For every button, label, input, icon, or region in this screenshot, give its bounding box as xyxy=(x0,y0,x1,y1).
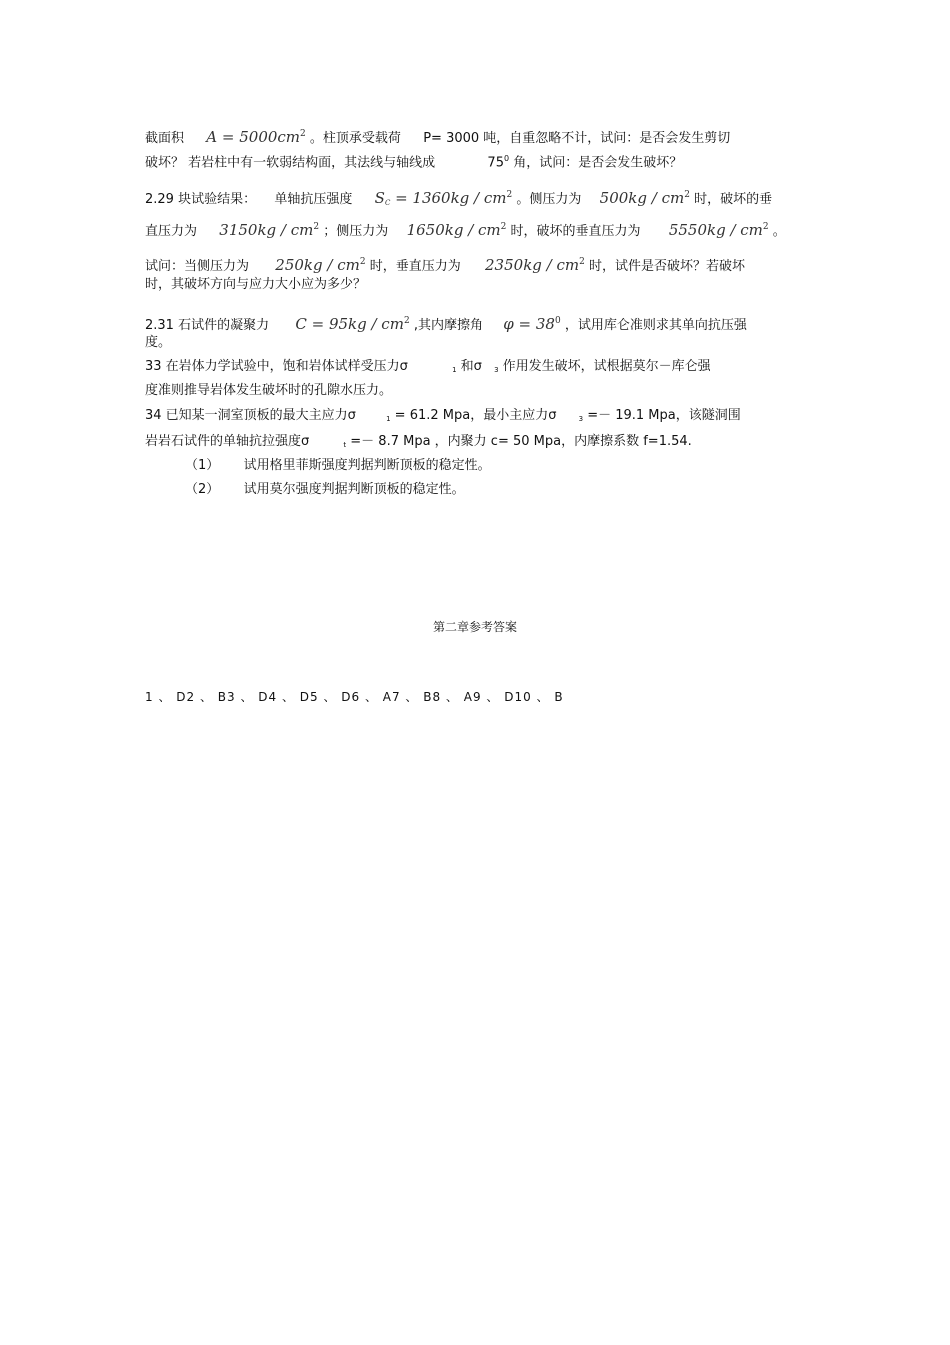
equation-3150: $3150kg / cm^2$ xyxy=(219,221,320,239)
text: 75 xyxy=(487,155,504,171)
text: 试问：当侧压力为 xyxy=(145,259,250,274)
text: 作用发生破坏，试根据莫尔－库仑强 xyxy=(502,359,711,374)
list-number: （2） xyxy=(185,482,220,497)
list-text: 试用格里菲斯强度判据判断顶板的稳定性。 xyxy=(243,458,491,473)
chapter-heading: 第二章参考答案 xyxy=(432,620,517,634)
text: 度准则推导岩体发生破坏时的孔隙水压力。 xyxy=(145,383,393,398)
text: 。柱顶承受载荷 xyxy=(309,131,401,146)
text: 2.31 石试件的凝聚力 xyxy=(145,318,270,333)
text: 和σ xyxy=(460,359,482,374)
equation-friction-angle: $\varphi = 38^0$ xyxy=(503,315,561,333)
p1-line1 xyxy=(145,124,730,149)
text: 破坏？ 若岩柱中有一软弱结构面，其法线与轴线成 xyxy=(145,155,436,171)
text: 度。 xyxy=(145,335,172,350)
text: =－ 19.1 Mpa，该隧洞围 xyxy=(587,408,741,423)
equation-area: $A = 5000cm^2$ xyxy=(206,128,306,146)
p3-line2 xyxy=(145,333,171,353)
equation-cohesion: $C = 95kg / cm^2$ xyxy=(295,315,410,333)
equation-2350: $2350kg / cm^2$ xyxy=(485,256,585,274)
equation-250: $250kg / cm^2$ xyxy=(275,256,366,274)
p2-line3 xyxy=(145,252,745,277)
p4-line2 xyxy=(145,381,392,401)
text: ；侧压力为 xyxy=(323,224,389,239)
list-text: 试用莫尔强度判据判断顶板的稳定性。 xyxy=(243,482,465,497)
text: ,其内摩擦角 xyxy=(413,318,483,333)
text: 时，垂直压力为 xyxy=(369,259,461,274)
p5-item2 xyxy=(185,480,465,500)
p5-line1: 34 已知某一洞室顶板的最大主应力σ $_1$ = 61.2 Mpa，最小主应力σ $_3$ =－ 19.1 Mpa，该隧洞围 xyxy=(145,408,741,423)
equation-500: $500kg / cm^2$ xyxy=(599,189,690,207)
text: 角，试问：是否会发生破坏？ xyxy=(513,155,683,171)
equation-1650: $1650kg / cm^2$ xyxy=(406,221,507,239)
equation-strength: $S_C = 1360kg / cm^2$ xyxy=(374,189,513,207)
answer-list: 1 、 D2 、 B3 、 D4 、 D5 、 D6 、 A7 、 B8 、 A9 、 D10 、 B xyxy=(145,690,564,704)
equation-5550: $5550kg / cm^2$ xyxy=(668,221,769,239)
text: 岩岩石试件的单轴抗拉强度σ xyxy=(145,434,310,449)
p4-line1: 33 在岩体力学试验中，饱和岩体试样受压力σ $_1$ 和σ $_3$ 作用发生破坏，试根据莫尔－库仑强 xyxy=(145,359,711,374)
p5-line2: 岩岩石试件的单轴抗拉强度σ $_t$ =－ 8.7 Mpa ，内聚力 c= 50 Mpa，内摩擦系数 f=1.54. xyxy=(145,434,692,449)
list-number: （1） xyxy=(185,458,220,473)
p2-line1 xyxy=(145,185,772,213)
text: 33 在岩体力学试验中，饱和岩体试样受压力σ xyxy=(145,359,408,374)
text: 截面积 xyxy=(145,131,185,146)
text: P= 3000 吨，自重忽略不计，试问：是否会发生剪切 xyxy=(423,131,731,146)
text: 时，试件是否破坏？若破坏 xyxy=(588,259,745,274)
text: =－ 8.7 Mpa ，内聚力 c= 50 Mpa，内摩擦系数 f=1.54. xyxy=(350,434,692,449)
p5-item1 xyxy=(185,456,491,476)
text: 时，破坏的垂直压力为 xyxy=(510,224,641,239)
text: 时，破坏的垂 xyxy=(694,192,773,207)
p3-line1 xyxy=(145,311,747,336)
text: 34 已知某一洞室顶板的最大主应力σ xyxy=(145,408,356,423)
text: 。侧压力为 xyxy=(516,192,582,207)
text: = 61.2 Mpa，最小主应力σ xyxy=(394,408,557,423)
p2-line2 xyxy=(145,217,786,242)
p2-line4 xyxy=(145,275,366,295)
text: 时，其破坏方向与应力大小应为多少？ xyxy=(145,277,367,292)
p1-line2: 破坏？ 若岩柱中有一软弱结构面，其法线与轴线成 $75^0$ 角，试问：是否会发生破坏？ xyxy=(145,154,683,171)
text: 。 xyxy=(772,224,786,239)
text: 2.29 块试验结果： xyxy=(145,192,257,207)
text: ，试用库仑准则求其单向抗压强 xyxy=(564,318,747,333)
text: 单轴抗压强度 xyxy=(274,192,353,207)
text: 直压力为 xyxy=(145,224,198,239)
